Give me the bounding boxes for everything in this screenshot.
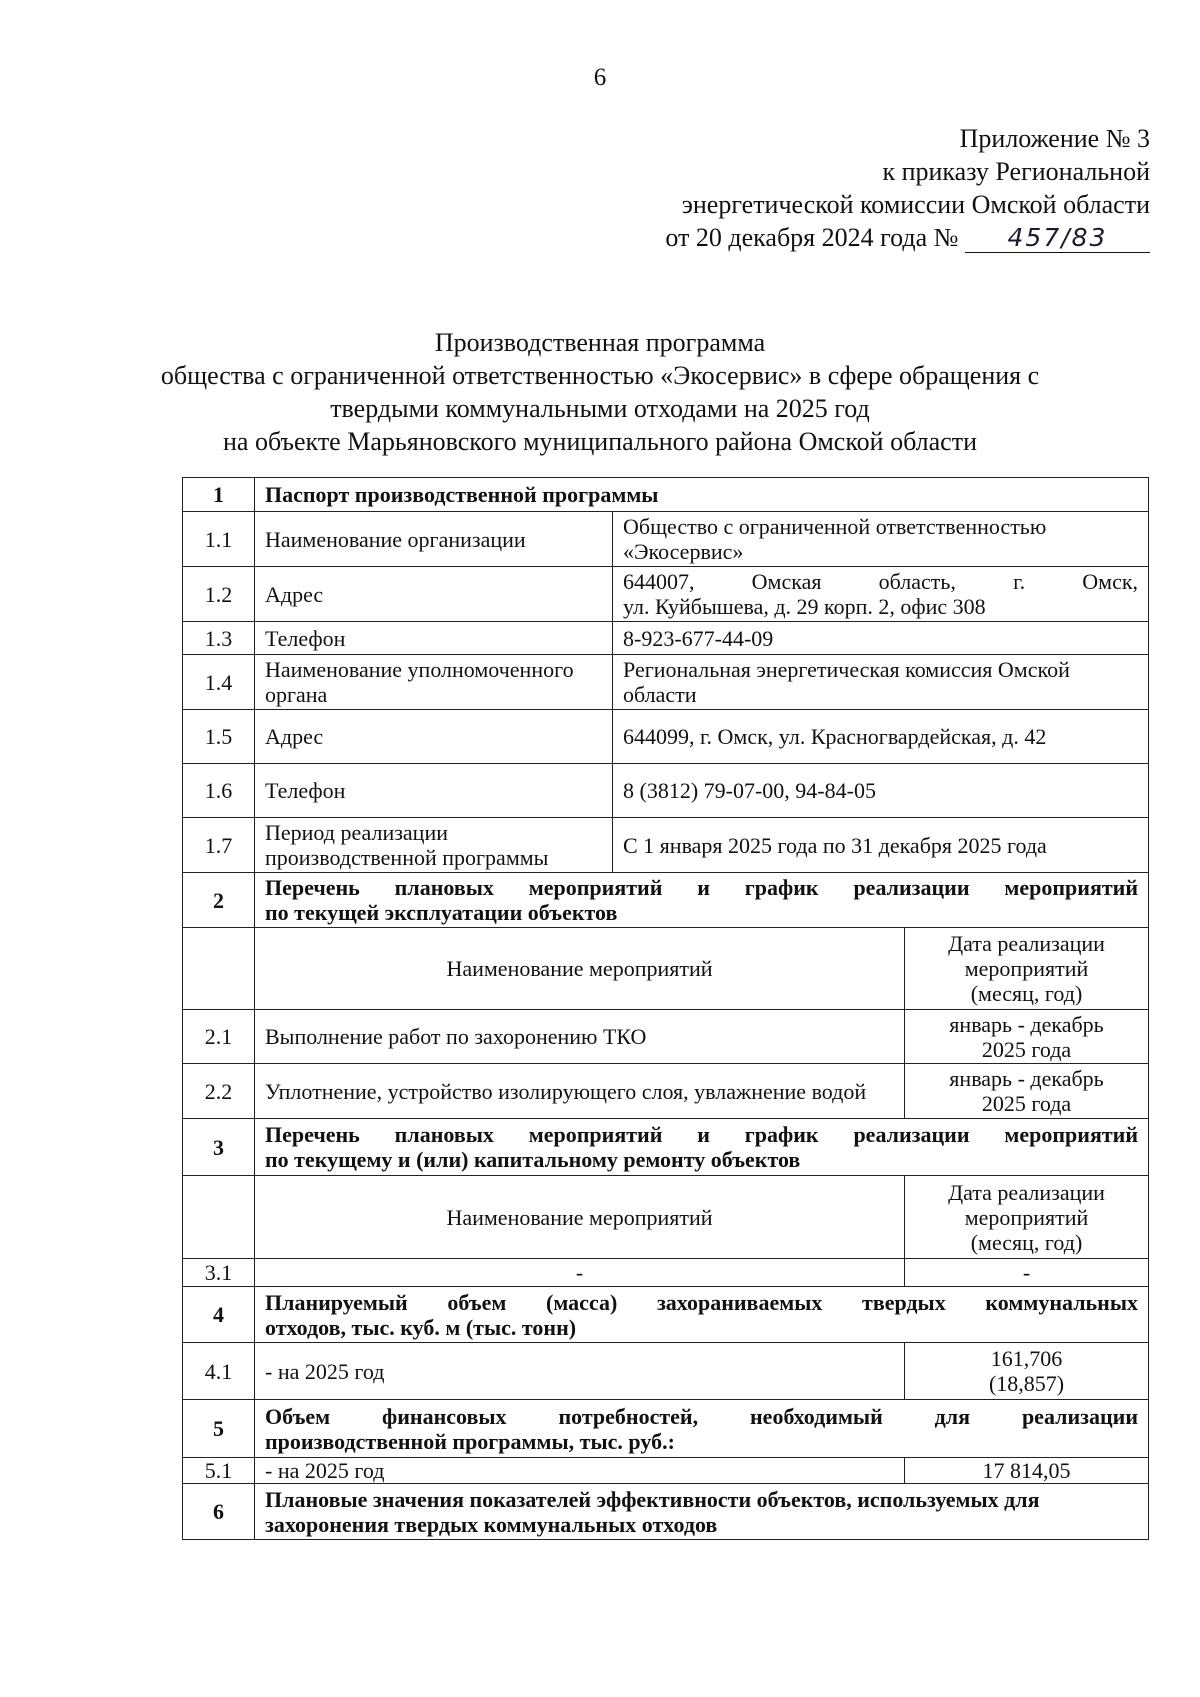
column-header-date: Дата реализации мероприятий (месяц, год) [905, 1176, 1149, 1259]
row-number: 2 [183, 873, 255, 928]
row-label: Адрес [255, 710, 613, 764]
column-header-row [183, 928, 1149, 1010]
table-row [183, 818, 1149, 873]
program-table [182, 477, 1149, 1540]
appendix-header [665, 122, 1150, 254]
table-row [183, 710, 1149, 764]
row-number: 1.6 [183, 764, 255, 818]
row-label: Адрес [255, 567, 613, 622]
row-value: 644099, г. Омск, ул. Красногвардейская, д. 42 [613, 710, 1149, 764]
activity-name: - [255, 1259, 905, 1287]
section-title-line-2: по текущему и (или) капитальному ремонту объектов [265, 1147, 801, 1172]
address-line-2: ул. Куйбышева, д. 29 корп. 2, офис 308 [623, 594, 986, 619]
row-value: 8 (3812) 79-07-00, 94-84-05 [613, 764, 1149, 818]
section-title [255, 873, 1149, 928]
section-title-line-1: Объем финансовых потребностей, необходимый для реализации [265, 1403, 1139, 1429]
row-label: Наименование уполномоченного органа [255, 655, 613, 710]
row-number: 1.7 [183, 818, 255, 873]
section-row-3 [183, 1119, 1149, 1176]
section-row-1 [183, 478, 1149, 512]
section-title-line-1: Перечень плановых мероприятий и график реализации мероприятий [265, 1122, 1139, 1147]
title-line-1: Производственная программа [434, 328, 766, 357]
row-number: 1 [183, 478, 255, 512]
section-row-4 [183, 1287, 1149, 1343]
table-row [183, 1458, 1149, 1484]
empty-cell [183, 928, 255, 1010]
table-row [183, 1343, 1149, 1400]
activity-name: Уплотнение, устройство изолирующего слоя, увлажнение водой [255, 1064, 905, 1119]
table-row [183, 1064, 1149, 1119]
row-value: Региональная энергетическая комиссия Омской области [613, 655, 1149, 710]
table-row [183, 567, 1149, 622]
section-title-line-2: отходов, тыс. куб. м (тыс. тонн) [265, 1314, 577, 1340]
address-line-1: 644007, Омская область, г. Омск, [623, 569, 1139, 594]
row-number: 1.1 [183, 512, 255, 567]
row-number: 6 [183, 1484, 255, 1540]
row-number: 1.3 [183, 622, 255, 655]
row-number: 4.1 [183, 1343, 255, 1400]
section-row-5 [183, 1400, 1149, 1458]
table-row [183, 512, 1149, 567]
column-header-row [183, 1176, 1149, 1259]
section-title-line-2: по текущей эксплуатации объектов [265, 900, 618, 925]
column-header-name: Наименование мероприятий [255, 928, 905, 1010]
row-number: 3 [183, 1119, 255, 1176]
row-value: 8-923-677-44-09 [613, 622, 1149, 655]
row-number: 1.4 [183, 655, 255, 710]
title-line-3: твердыми коммунальными отходами на 2025 год [330, 394, 870, 423]
row-label: Телефон [255, 622, 613, 655]
appendix-line-2: к приказу Региональной [882, 157, 1150, 186]
row-number: 2.2 [183, 1064, 255, 1119]
row-value: Общество с ограниченной ответственностью «Экосервис» [613, 512, 1149, 567]
column-header-date: Дата реализации мероприятий (месяц, год) [905, 928, 1149, 1010]
row-number: 1.2 [183, 567, 255, 622]
section-title [255, 1400, 1149, 1458]
appendix-line-3: энергетической комиссии Омской области [681, 190, 1150, 219]
row-value [613, 567, 1149, 622]
section-title: Паспорт производственной программы [255, 478, 1149, 512]
page-number: 6 [593, 64, 607, 91]
table-row [183, 1259, 1149, 1287]
table-row [183, 622, 1149, 655]
section-title [255, 1287, 1149, 1343]
activity-date: январь - декабрь 2025 года [905, 1010, 1149, 1064]
table-row [183, 764, 1149, 818]
activity-date: январь - декабрь 2025 года [905, 1064, 1149, 1119]
title-line-2: общества с ограниченной ответственностью «Экосервис» в сфере обращения с [160, 361, 1040, 390]
finance-value: 17 814,05 [905, 1458, 1149, 1484]
section-title: Плановые значения показателей эффективности объектов, используемых для захоронения твердых коммунальных отходов [255, 1484, 1149, 1540]
row-number: 1.5 [183, 710, 255, 764]
finance-period: - на 2025 год [255, 1458, 905, 1484]
row-number: 2.1 [183, 1010, 255, 1064]
section-title-line-2: производственной программы, тыс. руб.: [265, 1428, 675, 1454]
row-number: 3.1 [183, 1259, 255, 1287]
order-date: от 20 декабря 2024 года № [665, 223, 959, 252]
section-row-2 [183, 873, 1149, 928]
column-header-name: Наименование мероприятий [255, 1176, 905, 1259]
volume-period: - на 2025 год [255, 1343, 905, 1400]
empty-cell [183, 1176, 255, 1259]
row-number: 5.1 [183, 1458, 255, 1484]
section-row-6 [183, 1484, 1149, 1540]
activity-name: Выполнение работ по захоронению ТКО [255, 1010, 905, 1064]
order-number-handwritten: 457/83 [965, 224, 1150, 253]
appendix-line-4 [665, 221, 1150, 254]
row-label: Период реализации производственной программы [255, 818, 613, 873]
appendix-line-1: Приложение № 3 [959, 124, 1150, 153]
title-line-4: на объекте Марьяновского муниципального района Омской области [223, 427, 977, 456]
row-number: 5 [183, 1400, 255, 1458]
section-title [255, 1119, 1149, 1176]
activity-date: - [905, 1259, 1149, 1287]
row-number: 4 [183, 1287, 255, 1343]
volume-value: 161,706 (18,857) [905, 1343, 1149, 1400]
row-label: Телефон [255, 764, 613, 818]
table-row [183, 1010, 1149, 1064]
section-title-line-1: Перечень плановых мероприятий и график реализации мероприятий [265, 875, 1139, 900]
table-row [183, 655, 1149, 710]
row-value: С 1 января 2025 года по 31 декабря 2025 года [613, 818, 1149, 873]
document-title [100, 326, 1100, 458]
row-label: Наименование организации [255, 512, 613, 567]
section-title-line-1: Планируемый объем (масса) захораниваемых твердых коммунальных [265, 1289, 1139, 1315]
